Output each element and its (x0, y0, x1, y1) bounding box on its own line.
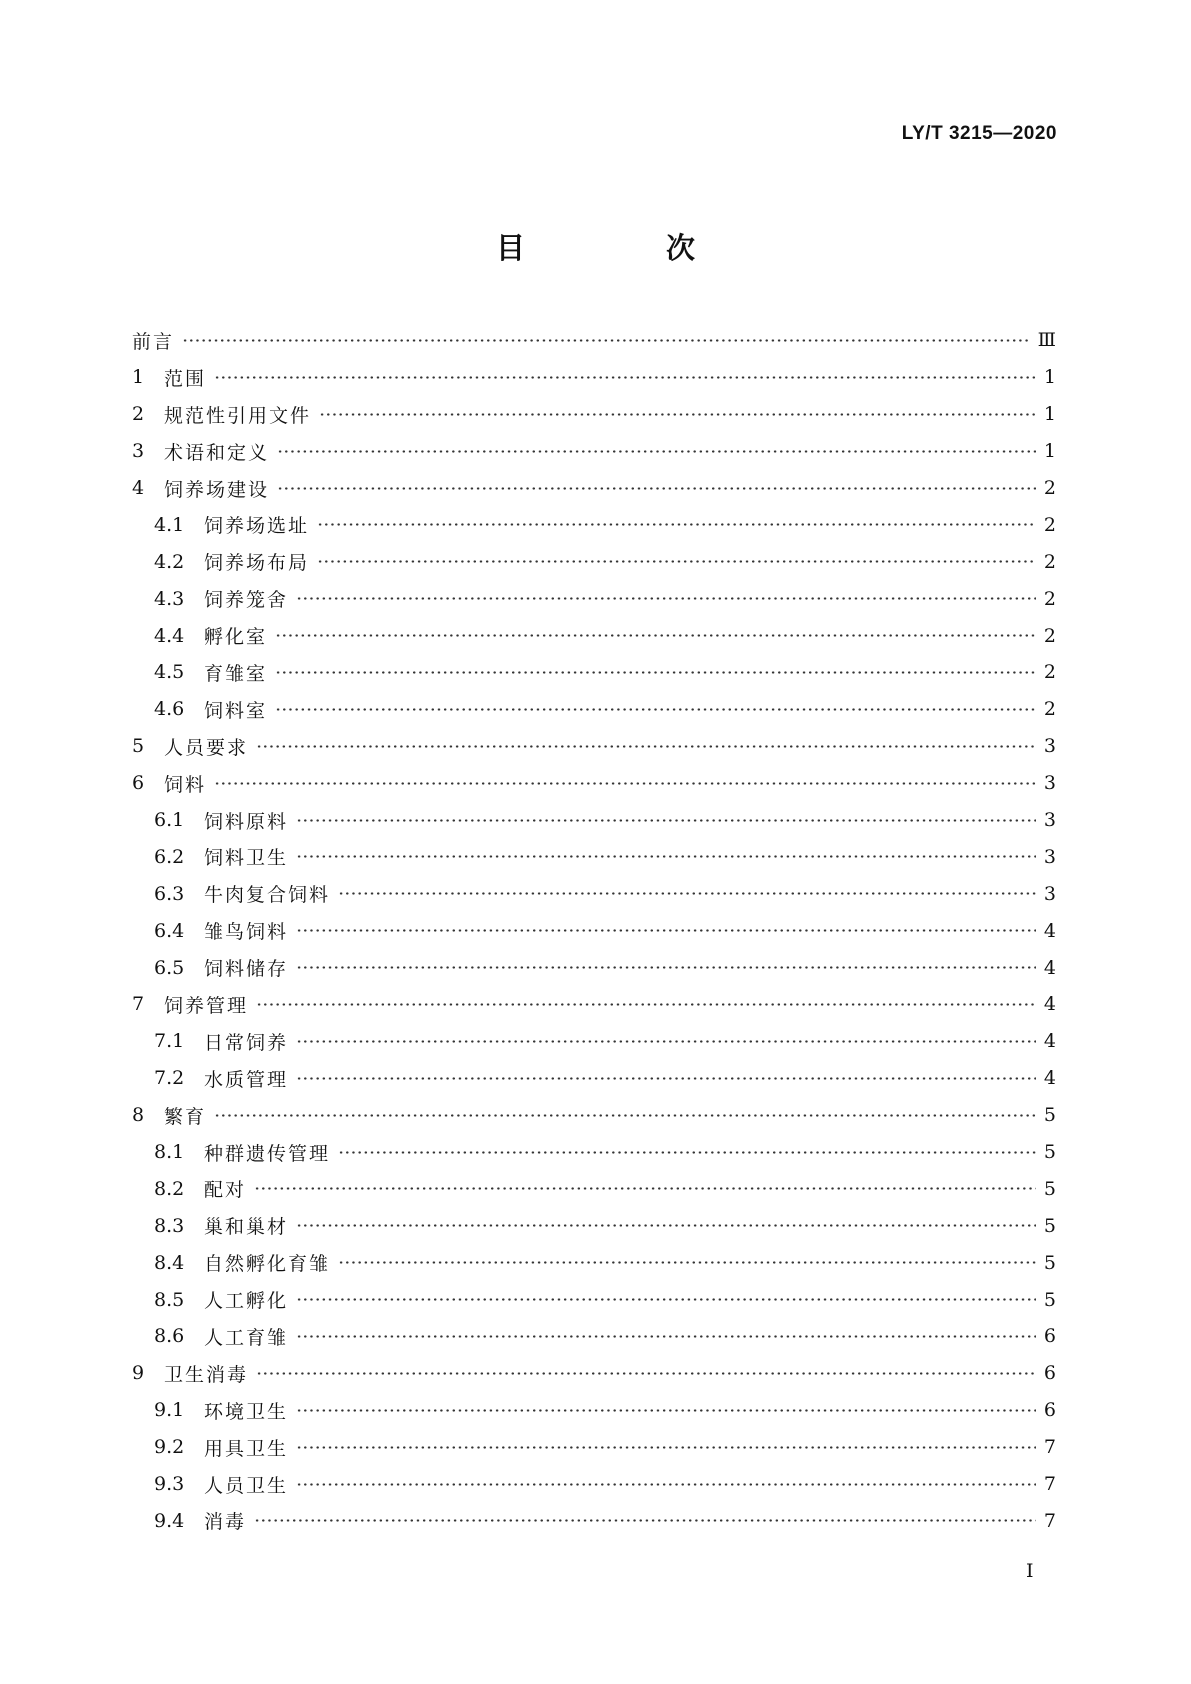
toc-entry-number: 6.1 (154, 809, 185, 832)
toc-entry-label: 环境卫生 (204, 1400, 289, 1423)
page-number: I (1026, 1560, 1034, 1582)
toc-entry-label: 饲料 (164, 773, 207, 796)
toc-entry-label: 牛肉复合饲料 (204, 884, 331, 907)
toc-entry-number: 9 (132, 1362, 145, 1385)
toc-entry-number: 8.3 (154, 1214, 185, 1237)
toc-entry[interactable] (132, 1503, 1056, 1540)
toc-dot-leader (277, 487, 1036, 490)
toc-entry-label: 日常饲养 (204, 1031, 289, 1054)
toc-entry[interactable] (132, 617, 1056, 654)
toc-dot-leader (214, 1114, 1036, 1117)
toc-entry-page: 3 (1043, 845, 1056, 868)
toc-entry-number: 4.2 (154, 550, 185, 573)
toc-entry[interactable] (132, 654, 1056, 691)
toc-entry-number: 5 (132, 735, 145, 758)
toc-entry-number: 9.1 (154, 1399, 185, 1422)
toc-entry-label: 巢和巢材 (204, 1216, 289, 1239)
toc-entry-page: 3 (1043, 809, 1056, 832)
toc-entry-page: 4 (1043, 993, 1056, 1016)
toc-dot-leader (296, 1224, 1036, 1227)
toc-dot-leader (254, 1187, 1036, 1190)
toc-entry[interactable] (132, 912, 1056, 949)
toc-entry-label: 人工育雏 (204, 1326, 289, 1349)
toc-dot-leader (338, 892, 1036, 895)
toc-entry-label: 饲养管理 (164, 994, 249, 1017)
toc-entry-label: 雏鸟饲料 (204, 921, 289, 944)
toc-entry-number: 8.4 (154, 1251, 185, 1274)
toc-entry-page: 7 (1043, 1509, 1056, 1532)
table-of-contents (132, 322, 1056, 1539)
toc-entry[interactable] (132, 1355, 1056, 1392)
toc-entry[interactable] (132, 359, 1056, 396)
toc-dot-leader (317, 523, 1036, 526)
toc-entry-number: 9.3 (154, 1473, 185, 1496)
page-title: 目 次 (495, 231, 751, 265)
toc-dot-leader (319, 413, 1036, 416)
toc-entry-number: 6.4 (154, 919, 185, 942)
toc-entry[interactable] (132, 543, 1056, 580)
toc-dot-leader (296, 929, 1036, 932)
toc-dot-leader (296, 855, 1036, 858)
toc-dot-leader (296, 819, 1036, 822)
toc-entry-number: 6.5 (154, 956, 185, 979)
toc-entry-label: 人工孵化 (204, 1290, 289, 1313)
toc-entry[interactable] (132, 1060, 1056, 1097)
toc-entry-page: 2 (1043, 661, 1056, 684)
toc-entry-label: 自然孵化育雏 (204, 1253, 331, 1276)
toc-entry-page: 7 (1043, 1436, 1056, 1459)
toc-entry-number: 1 (132, 366, 145, 389)
toc-entry-number: 8.1 (154, 1141, 185, 1164)
toc-entry-page: 3 (1043, 772, 1056, 795)
toc-entry[interactable] (132, 1392, 1056, 1429)
toc-entry-number: 9.2 (154, 1436, 185, 1459)
toc-entry[interactable] (132, 1466, 1056, 1503)
toc-entry-label: 育雏室 (204, 662, 268, 685)
toc-entry-page: 5 (1043, 1214, 1056, 1237)
toc-entry-number: 6 (132, 772, 145, 795)
toc-entry[interactable] (132, 1134, 1056, 1171)
toc-entry-page: 4 (1043, 1067, 1056, 1090)
toc-entry[interactable] (132, 506, 1056, 543)
toc-entry-number: 4.5 (154, 661, 185, 684)
toc-entry-number: 8 (132, 1104, 145, 1127)
toc-entry-label: 繁育 (164, 1105, 207, 1128)
toc-entry[interactable] (132, 949, 1056, 986)
toc-entry-label: 人员要求 (164, 736, 249, 759)
toc-entry-label: 种群遗传管理 (204, 1142, 331, 1165)
toc-entry-page: Ⅲ (1037, 329, 1056, 352)
toc-dot-leader (296, 966, 1036, 969)
toc-entry-label: 饲料储存 (204, 958, 289, 981)
toc-entry-page: 2 (1043, 587, 1056, 610)
toc-entry-number: 2 (132, 403, 145, 426)
toc-dot-leader (275, 671, 1036, 674)
toc-dot-leader (338, 1261, 1036, 1264)
toc-entry[interactable] (132, 1281, 1056, 1318)
toc-entry[interactable] (132, 802, 1056, 839)
toc-entry[interactable] (132, 396, 1056, 433)
toc-entry-page: 6 (1043, 1362, 1056, 1385)
toc-dot-leader (296, 1409, 1036, 1412)
toc-dot-leader (296, 1040, 1036, 1043)
toc-entry-page: 2 (1043, 477, 1056, 499)
toc-entry-label: 配对 (204, 1179, 247, 1202)
toc-entry-page: 2 (1043, 698, 1056, 721)
toc-dot-leader (338, 1151, 1036, 1154)
toc-entry[interactable] (132, 580, 1056, 617)
toc-entry-label: 消毒 (204, 1511, 247, 1534)
toc-dot-leader (296, 1446, 1036, 1449)
toc-dot-leader (256, 1372, 1036, 1375)
toc-entry-page: 4 (1043, 919, 1056, 942)
toc-entry-page: 4 (1043, 956, 1056, 979)
toc-entry-label: 饲养场建设 (164, 478, 270, 501)
toc-entry-number: 4.6 (154, 698, 185, 721)
toc-entry[interactable] (132, 1244, 1056, 1281)
toc-entry-number: 8.5 (154, 1288, 185, 1311)
toc-entry-number: 4.3 (154, 587, 185, 610)
toc-entry-page: 5 (1043, 1251, 1056, 1274)
toc-dot-leader (214, 376, 1036, 379)
toc-entry-label: 饲养场选址 (204, 515, 310, 538)
toc-entry-number: 7.1 (154, 1030, 185, 1053)
toc-entry-page: 5 (1043, 1177, 1056, 1200)
toc-entry-number: 6.3 (154, 882, 185, 905)
toc-dot-leader (296, 1298, 1036, 1301)
toc-dot-leader (182, 339, 1030, 342)
toc-entry-label: 用具卫生 (204, 1437, 289, 1460)
toc-entry[interactable] (132, 875, 1056, 912)
toc-dot-leader (214, 782, 1036, 785)
toc-entry-label: 人员卫生 (204, 1474, 289, 1497)
toc-entry[interactable] (132, 1097, 1056, 1134)
toc-entry-label: 前言 (132, 330, 175, 353)
toc-entry-label: 术语和定义 (164, 441, 270, 464)
toc-dot-leader (317, 560, 1036, 563)
toc-entry[interactable] (132, 1023, 1056, 1060)
toc-entry-page: 6 (1043, 1399, 1056, 1422)
toc-entry-page: 1 (1043, 440, 1056, 463)
standard-code: LY/T 3215—2020 (901, 123, 1057, 144)
toc-entry-number: 7.2 (154, 1067, 185, 1090)
toc-dot-leader (296, 1335, 1036, 1338)
toc-entry-number: 3 (132, 440, 145, 463)
toc-dot-leader (254, 1519, 1036, 1522)
toc-dot-leader (256, 745, 1036, 748)
toc-entry-page: 5 (1043, 1141, 1056, 1164)
toc-entry-number: 7 (132, 993, 145, 1016)
toc-entry[interactable] (132, 1170, 1056, 1207)
toc-dot-leader (296, 1077, 1036, 1080)
toc-entry-page: 5 (1043, 1104, 1056, 1127)
toc-entry-number: 8.6 (154, 1325, 185, 1348)
toc-entry-label: 水质管理 (204, 1068, 289, 1091)
toc-entry-label: 饲养笼舍 (204, 589, 289, 612)
toc-entry-label: 卫生消毒 (164, 1363, 249, 1386)
toc-entry-number: 6.2 (154, 845, 185, 868)
toc-entry[interactable] (132, 322, 1056, 359)
toc-entry-number: 4.4 (154, 624, 185, 647)
toc-entry-label: 饲养场布局 (204, 552, 310, 575)
toc-dot-leader (275, 708, 1036, 711)
toc-entry[interactable] (132, 986, 1056, 1023)
toc-entry-page: 4 (1043, 1030, 1056, 1053)
toc-entry[interactable] (132, 1429, 1056, 1466)
toc-entry-page: 2 (1043, 550, 1056, 573)
toc-entry-label: 范围 (164, 367, 207, 390)
toc-entry[interactable] (132, 691, 1056, 728)
toc-dot-leader (275, 634, 1036, 637)
toc-entry-page: 3 (1043, 882, 1056, 905)
toc-entry-number: 8.2 (154, 1177, 185, 1200)
toc-entry-label: 孵化室 (204, 626, 268, 649)
toc-dot-leader (296, 597, 1036, 600)
toc-entry[interactable] (132, 433, 1056, 470)
toc-entry-page: 2 (1043, 513, 1056, 536)
toc-entry-page: 1 (1043, 403, 1056, 426)
toc-dot-leader (256, 1003, 1036, 1006)
toc-entry-page: 5 (1043, 1288, 1056, 1311)
toc-entry[interactable] (132, 838, 1056, 875)
toc-entry-number: 4.1 (154, 513, 185, 536)
toc-entry-label: 饲料室 (204, 699, 268, 722)
toc-entry[interactable] (132, 765, 1056, 802)
toc-entry-number: 9.4 (154, 1509, 185, 1532)
toc-dot-leader (296, 1483, 1036, 1486)
toc-entry-page: 7 (1043, 1473, 1056, 1496)
toc-entry-page: 1 (1043, 366, 1056, 389)
toc-entry-label: 规范性引用文件 (164, 404, 312, 427)
toc-entry-page: 2 (1043, 624, 1056, 647)
toc-entry-page: 3 (1043, 735, 1056, 758)
toc-entry[interactable] (132, 1207, 1056, 1244)
toc-entry[interactable] (132, 1318, 1056, 1355)
toc-entry-page: 6 (1043, 1325, 1056, 1348)
toc-entry-number: 4 (132, 477, 145, 499)
toc-entry-label: 饲料卫生 (204, 847, 289, 870)
toc-dot-leader (277, 450, 1036, 453)
toc-entry-label: 饲料原料 (204, 810, 289, 833)
toc-entry[interactable] (132, 728, 1056, 765)
toc-entry[interactable] (132, 470, 1056, 507)
